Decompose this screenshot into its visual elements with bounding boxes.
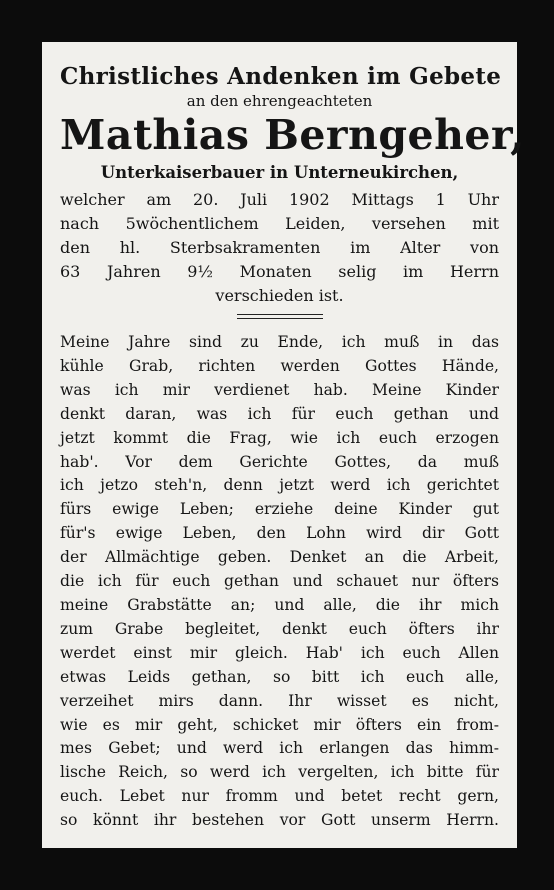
verse-line: zum Grabe begleitet, denkt euch öfters ihr [60, 619, 499, 638]
death-notice-line: welcher am 20. Juli 1902 Mittags 1 Uhr [60, 190, 499, 210]
death-notice [60, 188, 499, 308]
death-notice-line: nach 5wöchentlichem Leiden, versehen mit [60, 214, 499, 234]
dedication-line: an den ehrengeachteten [186, 92, 373, 111]
verse-line: Meine Jahre sind zu Ende, ich muß in das [60, 333, 499, 352]
verse-line: meine Grabstätte an; und alle, die ihr mich [60, 596, 499, 614]
verse-line: der Allmächtige geben. Denket an die Arbeit, [60, 548, 499, 567]
occupation-line: Unterkaiserbauer in Unterneukirchen, [100, 162, 459, 182]
memorial-verse [60, 331, 499, 833]
verse-line: jetzt kommt die Frag, wie ich euch erzogen [60, 428, 499, 447]
verse-line: werdet einst mir gleich. Hab' ich euch Allen [60, 643, 499, 662]
death-notice-line: verschieden ist. [215, 286, 344, 306]
verse-line: denkt daran, was ich für euch gethan und [60, 404, 499, 423]
verse-line: etwas Leids gethan, so bitt ich euch alle, [60, 667, 499, 686]
section-divider [237, 314, 323, 319]
verse-line: die ich für euch gethan und schauet nur öfters [60, 572, 499, 591]
verse-line: kühle Grab, richten werden Gottes Hände, [60, 356, 499, 375]
verse-line: für's ewige Leben, den Lohn wird dir Gott [60, 524, 499, 543]
verse-line: euch. Lebet nur fromm und betet recht gern, [60, 787, 499, 806]
verse-line: fürs ewige Leben; erziehe deine Kinder gut [60, 500, 499, 519]
death-notice-line: den hl. Sterbsakramenten im Alter von [60, 238, 499, 258]
verse-line: ich jetzo steh'n, denn jetzt werd ich gerichtet [60, 476, 499, 495]
card-heading: Christliches Andenken im Gebete [60, 63, 502, 90]
verse-line: wie es mir geht, schicket mir öfters ein from- [60, 715, 499, 734]
verse-line: was ich mir verdienet hab. Meine Kinder [60, 380, 499, 399]
verse-line: so könnt ihr bestehen vor Gott unserm Herrn. [60, 811, 499, 830]
verse-line: mes Gebet; und werd ich erlangen das himm- [60, 739, 499, 758]
verse-line: lische Reich, so werd ich vergelten, ich bitte für [60, 763, 499, 782]
verse-line: verzeihet mirs dann. Ihr wisset es nicht, [60, 691, 499, 710]
deceased-name: Mathias Berngeher, [60, 110, 525, 159]
death-notice-line: 63 Jahren 9½ Monaten selig im Herrn [60, 262, 499, 282]
memorial-card [42, 42, 525, 848]
verse-line: hab'. Vor dem Gerichte Gottes, da muß [60, 452, 499, 471]
